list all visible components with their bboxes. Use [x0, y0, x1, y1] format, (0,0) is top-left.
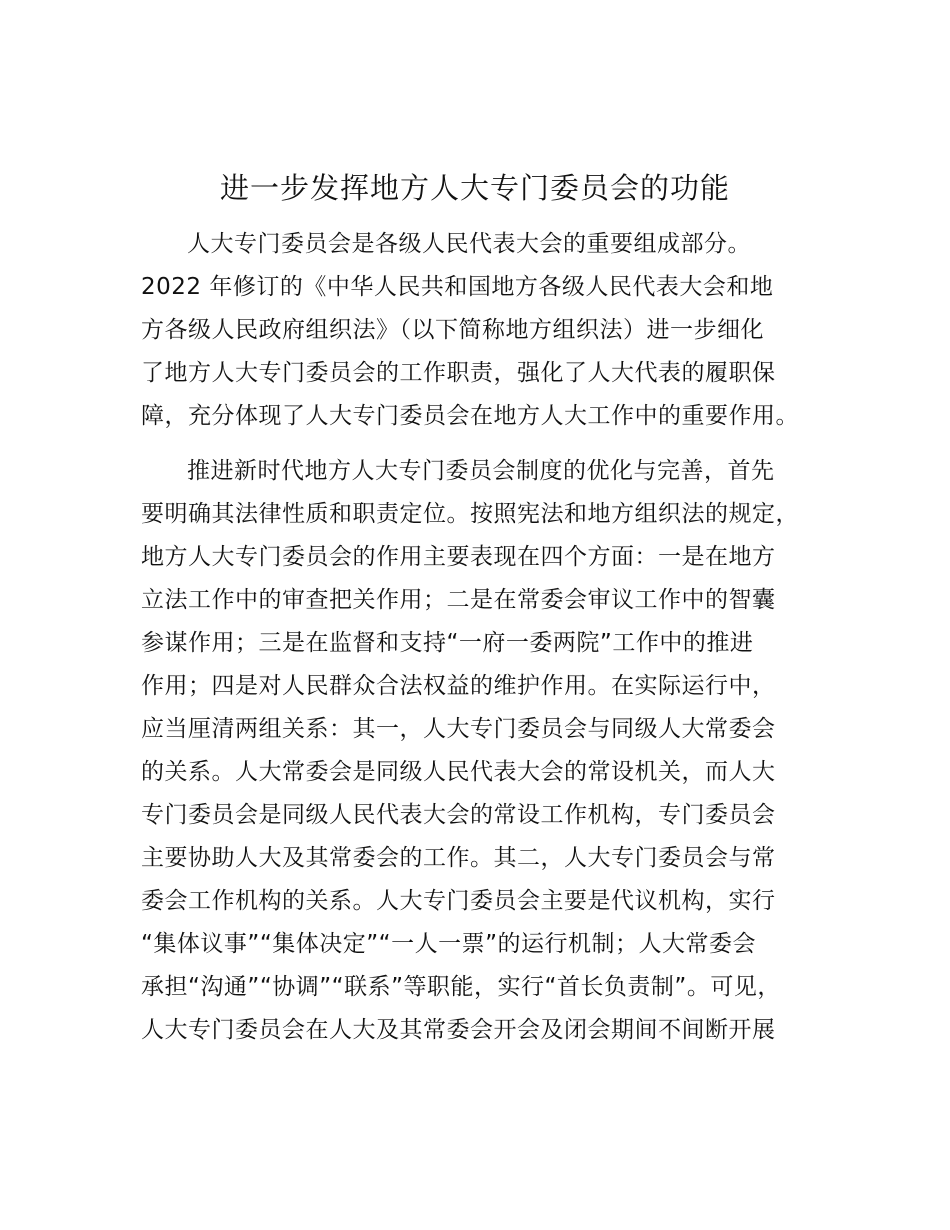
paragraph-line: 专门委员会是同级人民代表大会的常设工作机构，专门委员会 — [141, 802, 776, 828]
paragraph-line: 地方人大专门委员会的作用主要表现在四个方面：一是在地方 — [141, 544, 776, 570]
paragraph-line: 参谋作用；三是在监督和支持“一府一委两院”工作中的推进 — [141, 630, 754, 656]
paragraph-line: 了地方人大专门委员会的工作职责，强化了人大代表的履职保 — [141, 360, 776, 386]
paragraph-line: 承担“沟通”“协调”“联系”等职能，实行“首长负责制”。可见， — [141, 974, 781, 1000]
paragraph-line: 推进新时代地方人大专门委员会制度的优化与完善，首先 — [187, 458, 775, 484]
paragraph-line: 应当厘清两组关系：其一，人大专门委员会与同级人大常委会 — [141, 716, 776, 742]
paragraph-line: 人大专门委员会在人大及其常委会开会及闭会期间不间断开展 — [141, 1017, 776, 1043]
paragraph-line: 立法工作中的审查把关作用；二是在常委会审议工作中的智囊 — [141, 587, 776, 613]
paragraph-line: 的关系。人大常委会是同级人民代表大会的常设机关，而人大 — [141, 759, 776, 785]
paragraph-line: 方各级人民政府组织法》（以下简称地方组织法）进一步细化 — [141, 317, 764, 343]
paragraph-line: 2022 年修订的《中华人民共和国地方各级人民代表大会和地 — [141, 274, 774, 300]
paragraph-line: 要明确其法律性质和职责定位。按照宪法和地方组织法的规定， — [141, 501, 799, 527]
paragraph-line: 人大专门委员会是各级人民代表大会的重要组成部分。 — [187, 231, 751, 257]
paragraph-line: 障，充分体现了人大专门委员会在地方人大工作中的重要作用。 — [141, 403, 799, 429]
paragraph-line: “集体议事”“集体决定”“一人一票”的运行机制；人大常委会 — [141, 931, 756, 957]
paragraph-line: 作用；四是对人民群众合法权益的维护作用。在实际运行中， — [141, 673, 776, 699]
paragraph-line: 主要协助人大及其常委会的工作。其二，人大专门委员会与常 — [141, 845, 776, 871]
document-title: 进一步发挥地方人大专门委员会的功能 — [219, 171, 730, 205]
paragraph-line: 委会工作机构的关系。人大专门委员会主要是代议机构，实行 — [141, 888, 776, 914]
